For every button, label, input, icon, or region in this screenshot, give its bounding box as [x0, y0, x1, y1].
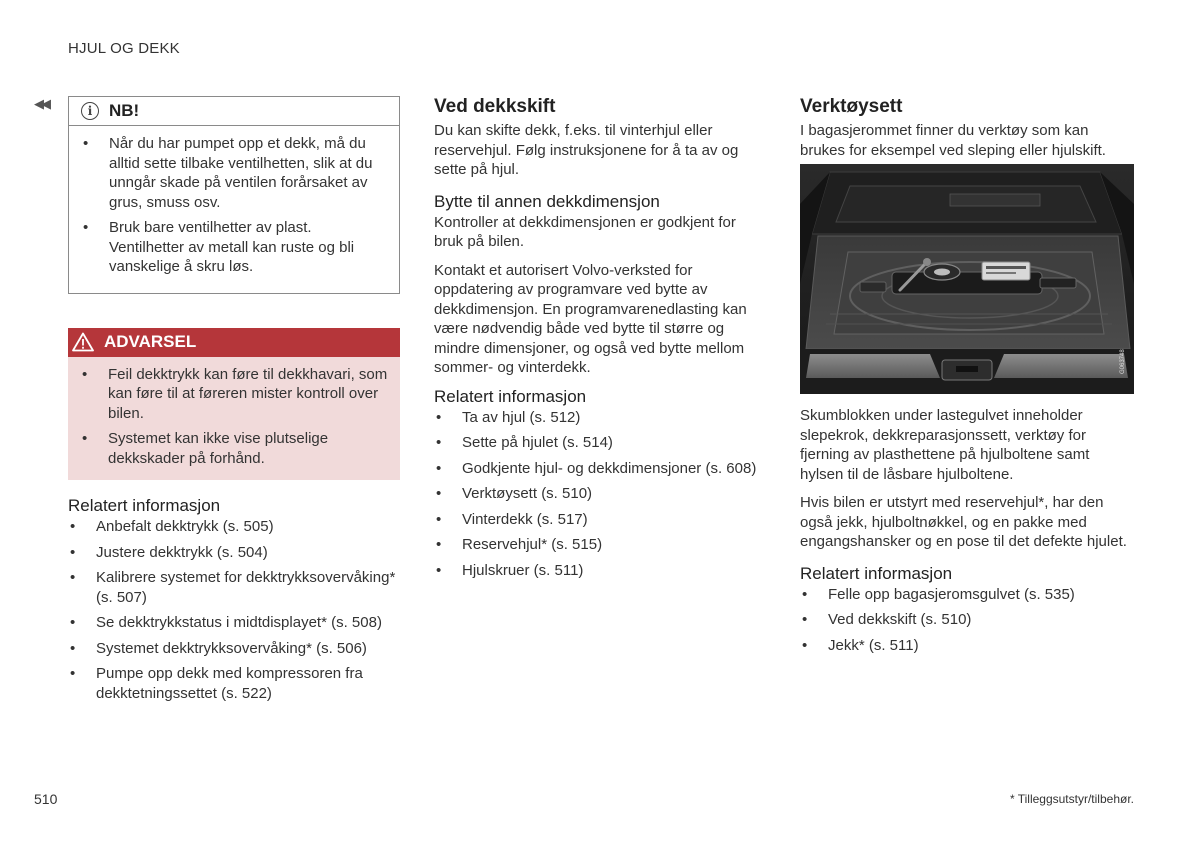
- warning-box-header: [68, 328, 400, 357]
- related-link[interactable]: • Systemet dekktrykksovervåking* (s. 506): [68, 639, 400, 659]
- nb-box-title: NB!: [109, 101, 140, 120]
- related-link[interactable]: • Se dekktrykkstatus i midtdisplayet* (s. 508): [68, 613, 400, 633]
- related-info-list: [68, 517, 400, 703]
- nb-item: • Når du har pumpet opp et dekk, må du alltid sette tilbake ventilhetten, slik at du unngår skade på ventilen forårsaket av grus, smuss osv.: [81, 134, 387, 212]
- related-info-list: [434, 408, 766, 581]
- warning-list: [80, 365, 388, 469]
- dimension-section: [434, 192, 766, 378]
- warning-triangle-icon: [72, 332, 94, 352]
- nb-list: [81, 134, 387, 277]
- related-info-title: Relatert informasjon: [434, 386, 587, 406]
- toolkit-para-1: Skumblokken under lastegulvet inneholder slepekrok, dekkreparasjonssett, verktøy for fjerning av plasthettene på hjulboltene samt hylsen til de låsbare hjulboltene.: [800, 407, 1090, 483]
- section-header: HJUL OG DEKK: [68, 40, 180, 57]
- related-link[interactable]: • Pumpe opp dekk med kompressoren fra dekktetningssettet (s. 522): [68, 664, 400, 703]
- column-left: [68, 96, 400, 709]
- warning-box-title: ADVARSEL: [104, 332, 197, 351]
- trunk-toolkit-photo: [800, 164, 1134, 394]
- column-middle: [434, 96, 766, 586]
- related-link[interactable]: • Ta av hjul (s. 512): [434, 408, 766, 428]
- dimension-title: Bytte til annen dekkdimensjon: [434, 191, 660, 211]
- page-number: 510: [34, 791, 58, 807]
- related-link[interactable]: • Justere dekktrykk (s. 504): [68, 543, 400, 563]
- toolkit-intro: I bagasjerommet finner du verktøy som kan brukes for eksempel ved sleping eller hjulskift.: [800, 122, 1106, 159]
- related-info-section-middle: [434, 387, 766, 581]
- related-link[interactable]: • Ved dekkskift (s. 510): [800, 610, 1134, 630]
- warning-item: • Systemet kan ikke vise plutselige dekkskader på forhånd.: [80, 429, 388, 468]
- related-info-section-left: [68, 496, 400, 703]
- toolkit-para-2: Hvis bilen er utstyrt med reservehjul*, har den også jekk, hjulboltnøkkel, og en pakke med engangshansker og en pose til det defekte hjulet.: [800, 494, 1127, 550]
- nb-item: • Bruk bare ventilhetter av plast. Ventilhetter av metall kan ruste og bli vanskelige å skru løs.: [81, 218, 387, 277]
- related-link[interactable]: • Vinterdekk (s. 517): [434, 510, 766, 530]
- nb-box-header: [69, 97, 399, 126]
- related-link[interactable]: • Anbefalt dekktrykk (s. 505): [68, 517, 400, 537]
- footnote: * Tilleggsutstyr/tilbehør.: [1009, 792, 1134, 806]
- related-link[interactable]: • Hjulskruer (s. 511): [434, 561, 766, 581]
- section-title-toolkit: Verktøysett: [800, 96, 903, 117]
- related-info-title: Relatert informasjon: [68, 496, 221, 515]
- related-link[interactable]: • Sette på hjulet (s. 514): [434, 433, 766, 453]
- column-right: [800, 96, 1134, 661]
- section-title-tire-change: Ved dekkskift: [434, 96, 556, 117]
- related-link[interactable]: • Godkjente hjul- og dekkdimensjoner (s. 608): [434, 459, 766, 479]
- related-info-title: Relatert informasjon: [800, 563, 953, 583]
- related-link[interactable]: • Kalibrere systemet for dekktrykksovervåking* (s. 507): [68, 568, 400, 607]
- related-info-list: [800, 585, 1134, 656]
- dimension-para-2: Kontakt et autorisert Volvo-verksted for oppdatering av programvare ved bytte av dekkdimensjon. En programvarenedlasting kan være nødvendig både ved bytte til større og mindre dimensjoner, og også ved bytte mellom sommer- og vinterdekk.: [434, 261, 747, 376]
- back-arrows-icon[interactable]: ◀◀: [34, 96, 48, 111]
- related-info-section-right: [800, 564, 1134, 656]
- related-link[interactable]: • Verktøysett (s. 510): [434, 484, 766, 504]
- nb-box-body: [69, 126, 399, 293]
- tire-change-intro: Du kan skifte dekk, f.eks. til vinterhjul eller reservehjul. Følg instruksjonene for å ta av og sette på hjul.: [434, 122, 739, 178]
- image-code: G063748: [1120, 349, 1126, 374]
- warning-box: [68, 328, 400, 481]
- info-icon: i: [81, 102, 99, 120]
- nb-box: [68, 96, 400, 294]
- dimension-para-1: Kontroller at dekkdimensjonen er godkjent for bruk på bilen.: [434, 213, 736, 250]
- warning-box-body: [68, 357, 400, 481]
- related-link[interactable]: • Felle opp bagasjeromsgulvet (s. 535): [800, 585, 1134, 605]
- related-link[interactable]: • Jekk* (s. 511): [800, 636, 1134, 656]
- related-link[interactable]: • Reservehjul* (s. 515): [434, 535, 766, 555]
- warning-item: • Feil dekktrykk kan føre til dekkhavari, som kan føre til at føreren mister kontroll over bilen.: [80, 365, 388, 424]
